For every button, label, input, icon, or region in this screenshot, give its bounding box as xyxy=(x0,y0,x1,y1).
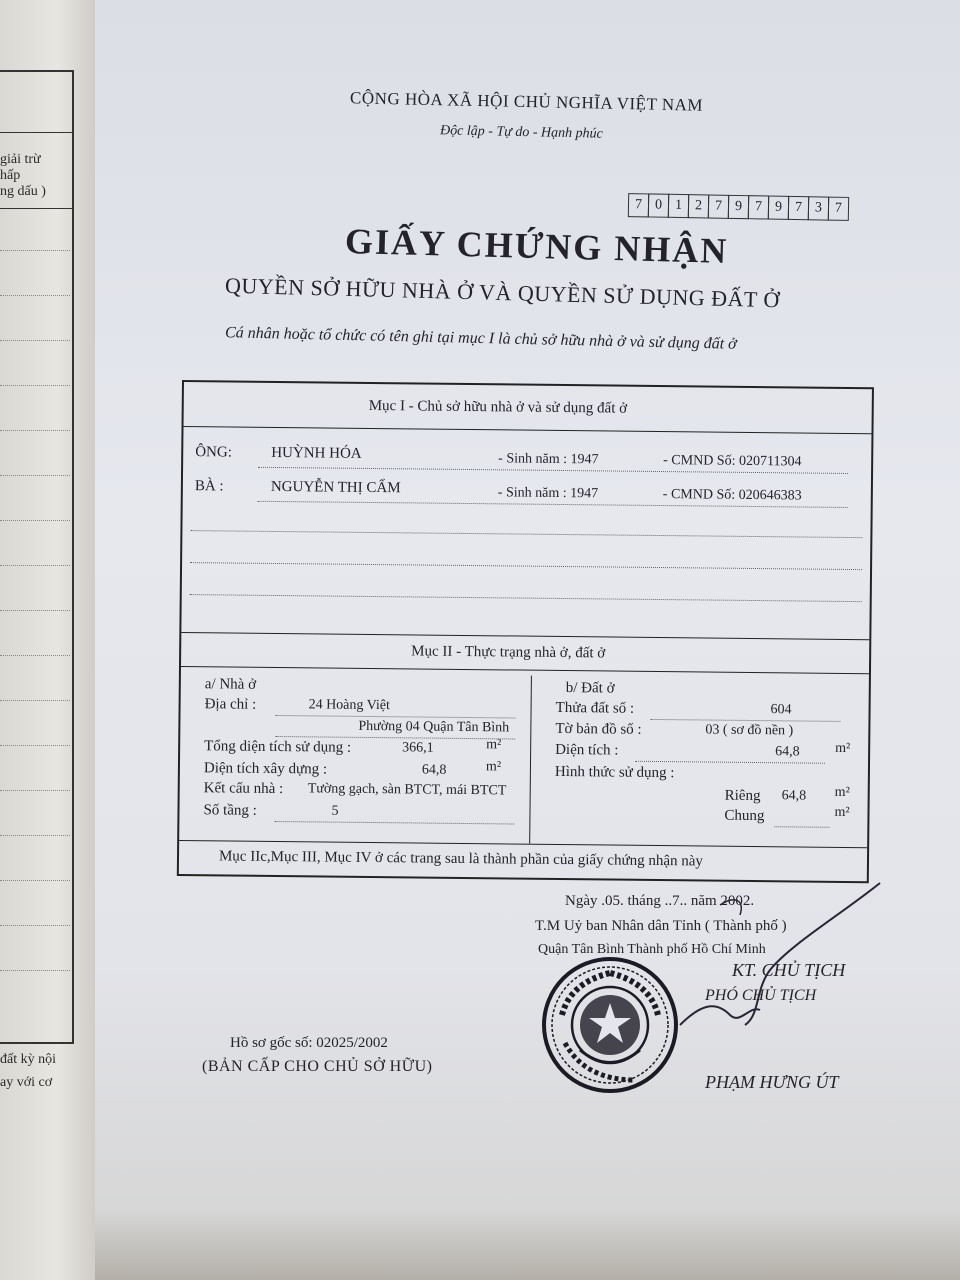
shared-unit: m² xyxy=(834,804,850,821)
private-label: Riêng xyxy=(724,787,761,805)
section-divider xyxy=(184,426,872,434)
total-area-unit: m² xyxy=(486,737,502,753)
section2-title: Mục II - Thực trạng nhà ở, đất ở xyxy=(411,643,606,662)
map-label: Tờ bản đồ số : xyxy=(555,720,642,738)
dotted-line xyxy=(190,594,862,602)
footer-note: Mục IIc,Mục III, Mục IV ở các trang sau là thành phần của giấy chứng nhận này xyxy=(218,848,704,870)
structure-value: Tường gạch, sàn BTCT, mái BTCT xyxy=(307,781,507,799)
signer-role-2: PHÓ CHỦ TỊCH xyxy=(705,987,817,1004)
serial-digit: 7 xyxy=(708,194,729,218)
owner1-birth: - Sinh năm : 1947 xyxy=(498,451,599,468)
left-dotted-line xyxy=(0,520,70,521)
shared-label: Chung xyxy=(724,807,765,825)
owner1-id: - CMND Số: 020711304 xyxy=(663,453,802,470)
serial-digit: 9 xyxy=(768,196,789,220)
serial-digit: 3 xyxy=(808,196,829,220)
signer-role-1: KT. CHỦ TỊCH xyxy=(732,960,846,980)
left-text-3: ng dấu ) xyxy=(0,184,46,199)
build-area-unit: m² xyxy=(485,759,502,775)
land-area-unit: m² xyxy=(835,740,851,757)
dotted-line xyxy=(190,530,862,538)
left-dotted-line xyxy=(0,610,70,611)
land-area-value: 64,8 xyxy=(775,744,800,760)
owner2-title: BÀ : xyxy=(194,478,224,495)
serial-digit: 7 xyxy=(628,193,649,217)
serial-digit: 7 xyxy=(828,197,849,221)
dotted-line xyxy=(635,761,825,764)
serial-digit: 7 xyxy=(788,196,809,220)
serial-digit: 1 xyxy=(668,194,689,218)
parcel-value: 604 xyxy=(770,702,792,718)
address-line2: Phường 04 Quận Tân Bình xyxy=(358,718,510,736)
certificate-table xyxy=(177,380,874,883)
dotted-line xyxy=(275,715,515,719)
left-dotted-line xyxy=(0,970,70,971)
left-dotted-line xyxy=(0,565,70,566)
certificate-title: GIẤY CHỨNG NHẬN xyxy=(344,220,729,272)
left-rule xyxy=(0,132,72,133)
left-text-2: hấp xyxy=(0,168,21,183)
floors-label: Số tầng : xyxy=(203,802,257,819)
left-facing-page xyxy=(0,0,95,1280)
land-area-label: Diện tích : xyxy=(555,741,619,759)
left-dotted-line xyxy=(0,340,70,341)
left-dotted-line xyxy=(0,475,70,476)
serial-number-boxes xyxy=(628,193,848,221)
private-value: 64,8 xyxy=(781,788,807,804)
serial-digit: 7 xyxy=(748,195,769,219)
section1-title: Mục I - Chủ sở hữu nhà ở và sử dụng đất ở xyxy=(368,397,628,417)
total-area-label: Tổng diện tích sử dụng : xyxy=(204,738,352,756)
motto: Độc lập - Tự do - Hạnh phúc xyxy=(439,123,603,142)
record-number: Hồ sơ gốc số: 02025/2002 xyxy=(230,1035,388,1051)
owner2-birth: - Sinh năm : 1947 xyxy=(497,485,599,502)
copy-note: (BẢN CẤP CHO CHỦ SỞ HỮU) xyxy=(202,1058,433,1075)
left-dotted-line xyxy=(0,250,70,251)
map-value: 03 ( sơ đồ nền ) xyxy=(705,722,794,739)
private-unit: m² xyxy=(834,784,850,801)
left-dotted-line xyxy=(0,430,70,431)
left-dotted-line xyxy=(0,295,70,296)
certificate-subtitle: QUYỀN SỞ HỮU NHÀ Ở VÀ QUYỀN SỬ DỤNG ĐẤT Ở xyxy=(224,272,781,313)
structure-label: Kết cấu nhà : xyxy=(203,780,284,798)
official-seal-icon xyxy=(540,955,680,1095)
address-label: Địa chỉ : xyxy=(204,696,257,713)
dotted-line xyxy=(774,826,829,828)
signer-name: PHẠM HƯNG ÚT xyxy=(705,1072,839,1092)
committee-line: T.M Uỷ ban Nhân dân Tỉnh ( Thành phố ) xyxy=(535,918,787,934)
section-divider xyxy=(179,840,867,848)
column-divider xyxy=(529,676,532,844)
page-shadow xyxy=(95,1210,960,1280)
owner2-name: NGUYỄN THỊ CẨM xyxy=(270,478,401,497)
serial-digit: 9 xyxy=(728,195,749,219)
left-page-frame xyxy=(0,70,74,1044)
section-divider xyxy=(181,666,869,674)
left-dotted-line xyxy=(0,700,70,701)
land-heading: b/ Đất ở xyxy=(565,680,615,697)
left-dotted-line xyxy=(0,835,70,836)
dotted-line xyxy=(274,821,514,825)
usage-label: Hình thức sử dụng : xyxy=(554,763,675,782)
country-header: CỘNG HÒA XÃ HỘI CHỦ NGHĨA VIỆT NAM xyxy=(349,88,704,115)
build-area-value: 64,8 xyxy=(421,762,447,778)
dotted-line xyxy=(650,719,840,722)
owner2-id: - CMND Số: 020646383 xyxy=(662,487,802,504)
intro-text: Cá nhân hoặc tổ chức có tên ghi tại mục I là chủ sở hữu nhà ở và sử dụng đất ở xyxy=(224,324,737,353)
address-line1: 24 Hoàng Việt xyxy=(308,697,391,714)
left-bottom-text-2: ay với cơ xyxy=(0,1075,53,1090)
floors-value: 5 xyxy=(331,803,339,819)
issue-date: Ngày .05. tháng ..7.. năm 2002. xyxy=(565,893,755,909)
total-area-value: 366,1 xyxy=(402,740,434,756)
build-area-label: Diện tích xây dựng : xyxy=(203,760,328,778)
left-rule xyxy=(0,208,72,209)
district-line: Quận Tân Bình Thành phố Hồ Chí Minh xyxy=(538,942,766,957)
left-dotted-line xyxy=(0,880,70,881)
parcel-label: Thửa đất số : xyxy=(555,699,635,717)
owner1-name: HUỲNH HÓA xyxy=(271,444,362,462)
left-text-1: giải trừ xyxy=(0,152,41,167)
serial-digit: 2 xyxy=(688,194,709,218)
left-dotted-line xyxy=(0,790,70,791)
owner1-title: ÔNG: xyxy=(195,444,232,461)
dotted-line xyxy=(190,562,862,570)
section-divider xyxy=(181,632,869,640)
serial-digit: 0 xyxy=(648,193,669,217)
left-dotted-line xyxy=(0,925,70,926)
left-bottom-text-1: đất kỳ nội xyxy=(0,1052,56,1067)
left-dotted-line xyxy=(0,745,70,746)
left-dotted-line xyxy=(0,385,70,386)
house-heading: a/ Nhà ở xyxy=(204,676,257,693)
handwritten-signature-icon xyxy=(660,875,890,1035)
left-dotted-line xyxy=(0,655,70,656)
